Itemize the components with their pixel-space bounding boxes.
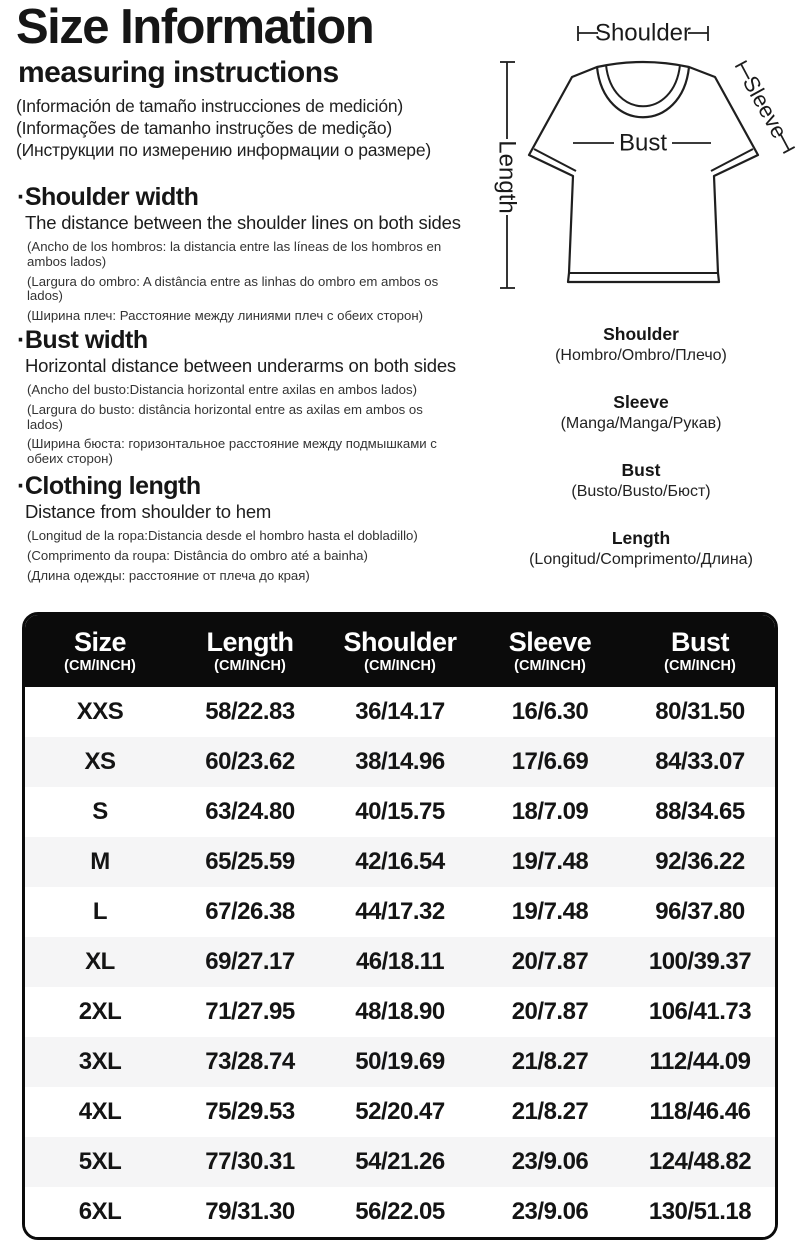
measurement-value: 130/51.18 xyxy=(648,1198,752,1225)
legend-length xyxy=(490,528,792,570)
column-unit: (CM/INCH) xyxy=(364,658,436,674)
measurement-value: 60/23.62 xyxy=(205,748,295,775)
column-label: Size xyxy=(73,627,127,657)
measurement-value: 20/7.87 xyxy=(511,948,589,975)
measurement-value: 23/9.06 xyxy=(511,1198,589,1225)
size-label: M xyxy=(90,848,110,875)
measurement-value: 17/6.69 xyxy=(511,748,589,775)
section-translation-es: (Ancho de los hombros: la distancia entre las líneas de los hombros en ambos lados) xyxy=(27,239,442,269)
column-unit: (CM/INCH) xyxy=(514,658,586,674)
diagram-length-label: Length xyxy=(493,140,521,214)
subtitle-translation-pt: (Informações de tamanho instruções de medição) xyxy=(16,118,392,139)
section-bust-width xyxy=(17,327,475,472)
legend-term: Bust xyxy=(621,460,661,480)
column-label: Shoulder xyxy=(343,627,457,657)
measurement-value: 77/30.31 xyxy=(205,1148,295,1175)
page-subtitle: measuring instructions xyxy=(18,56,339,90)
section-title xyxy=(17,184,475,211)
measurement-value: 67/26.38 xyxy=(205,898,295,925)
section-translation-pt: (Largura do busto: distância horizontal entre as axilas em ambos os lados) xyxy=(27,401,423,432)
size-table-body xyxy=(25,687,775,1237)
column-header-sleeve xyxy=(475,628,625,674)
bullet: · xyxy=(17,183,25,211)
tshirt-measurement-diagram xyxy=(488,0,800,302)
size-label: XL xyxy=(85,948,115,975)
size-label: 6XL xyxy=(78,1198,122,1225)
section-translation-ru: (Длина одежды: расстояние от плеча до края) xyxy=(27,567,310,583)
section-title-text: Clothing length xyxy=(24,472,201,500)
measurement-value: 84/33.07 xyxy=(655,748,745,775)
column-label: Bust xyxy=(671,627,729,657)
measurement-value: 63/24.80 xyxy=(205,798,295,825)
measurement-value: 58/22.83 xyxy=(205,698,295,725)
measurement-value: 40/15.75 xyxy=(355,798,445,825)
measurement-value: 50/19.69 xyxy=(355,1048,445,1075)
measurement-value: 23/9.06 xyxy=(511,1148,589,1175)
section-translation-ru: (Ширина бюста: горизонтальное расстояние между подмышками с обеих сторон) xyxy=(27,436,437,467)
diagram-sleeve-label: Sleeve xyxy=(737,71,793,143)
section-description: The distance between the shoulder lines on both sides xyxy=(25,212,461,233)
measurement-value: 38/14.96 xyxy=(355,748,445,775)
measurement-value: 46/18.11 xyxy=(355,948,445,975)
measurement-value: 19/7.48 xyxy=(511,898,589,925)
measurement-value: 88/34.65 xyxy=(655,798,745,825)
column-header-bust xyxy=(625,628,775,674)
diagram-bust-label: Bust xyxy=(618,129,668,157)
size-row-XS xyxy=(25,737,775,787)
column-unit: (CM/INCH) xyxy=(64,658,136,674)
measurement-value: 73/28.74 xyxy=(205,1048,295,1075)
legend-translations: (Busto/Busto/Бюст) xyxy=(571,483,711,500)
section-translation-pt: (Largura do ombro: A distância entre as linhas do ombro em ambos os lados) xyxy=(27,273,439,304)
header xyxy=(16,0,486,161)
section-translation-es: (Longitud de la ropa:Distancia desde el hombro hasta el dobladillo) xyxy=(27,528,418,543)
measurement-value: 20/7.87 xyxy=(511,998,589,1025)
measurement-value: 48/18.90 xyxy=(355,998,445,1025)
size-label: L xyxy=(92,898,108,925)
size-label: 3XL xyxy=(78,1048,122,1075)
section-title-text: Shoulder width xyxy=(24,183,199,211)
legend-term: Shoulder xyxy=(603,324,679,344)
size-row-2XL xyxy=(25,987,775,1037)
section-title xyxy=(17,327,475,354)
legend-sleeve xyxy=(490,392,792,434)
size-row-S xyxy=(25,787,775,837)
diagram-shoulder-label: Shoulder xyxy=(594,19,692,47)
measurement-value: 16/6.30 xyxy=(511,698,589,725)
measurement-value: 80/31.50 xyxy=(655,698,745,725)
measurement-value: 56/22.05 xyxy=(355,1198,445,1225)
size-row-XXS xyxy=(25,687,775,737)
legend-shoulder xyxy=(490,324,792,366)
size-label: S xyxy=(92,798,108,825)
section-title-text: Bust width xyxy=(24,326,148,354)
measurement-value: 106/41.73 xyxy=(648,998,752,1025)
legend-translations: (Manga/Manga/Рукав) xyxy=(560,415,722,432)
measurement-value: 69/27.17 xyxy=(205,948,295,975)
column-unit: (CM/INCH) xyxy=(664,658,736,674)
size-row-4XL xyxy=(25,1087,775,1137)
column-header-shoulder xyxy=(325,628,475,674)
size-row-3XL xyxy=(25,1037,775,1087)
size-row-5XL xyxy=(25,1137,775,1187)
column-unit: (CM/INCH) xyxy=(214,658,286,674)
measurement-value: 75/29.53 xyxy=(205,1098,295,1125)
measurement-value: 71/27.95 xyxy=(205,998,295,1025)
bullet: · xyxy=(17,326,25,354)
measurement-value: 92/36.22 xyxy=(655,848,745,875)
column-label: Sleeve xyxy=(508,627,592,657)
size-row-6XL xyxy=(25,1187,775,1237)
subtitle-translation-es: (Información de tamaño instrucciones de medición) xyxy=(16,96,404,117)
measurement-value: 100/39.37 xyxy=(648,948,752,975)
section-clothing-length xyxy=(17,473,475,588)
size-table xyxy=(22,612,778,1240)
section-title xyxy=(17,473,475,500)
section-translation-es: (Ancho del busto:Distancia horizontal entre axilas en ambos lados) xyxy=(27,382,417,397)
measurement-legend xyxy=(490,324,792,596)
measurement-value: 21/8.27 xyxy=(511,1048,589,1075)
measurement-value: 79/31.30 xyxy=(205,1198,295,1225)
measurement-value: 44/17.32 xyxy=(355,898,445,925)
measurement-value: 124/48.82 xyxy=(648,1148,752,1175)
column-header-size xyxy=(25,628,175,674)
tshirt-outline xyxy=(529,62,758,282)
measurement-value: 36/14.17 xyxy=(355,698,445,725)
size-label: 5XL xyxy=(78,1148,122,1175)
measurement-value: 18/7.09 xyxy=(511,798,589,825)
section-description: Horizontal distance between underarms on both sides xyxy=(25,355,456,376)
measurement-value: 52/20.47 xyxy=(355,1098,445,1125)
legend-translations: (Hombro/Ombro/Плечо) xyxy=(555,347,727,364)
size-label: XXS xyxy=(76,698,124,725)
section-description: Distance from shoulder to hem xyxy=(25,501,272,522)
size-label: 4XL xyxy=(78,1098,122,1125)
section-shoulder-width xyxy=(17,184,475,329)
column-header-length xyxy=(175,628,325,674)
size-row-M xyxy=(25,837,775,887)
measurement-value: 19/7.48 xyxy=(511,848,589,875)
measurement-value: 21/8.27 xyxy=(511,1098,589,1125)
measurement-value: 54/21.26 xyxy=(355,1148,445,1175)
bullet: · xyxy=(17,472,25,500)
measurement-value: 96/37.80 xyxy=(655,898,745,925)
measurement-value: 112/44.09 xyxy=(649,1048,751,1075)
measurement-value: 65/25.59 xyxy=(205,848,295,875)
size-row-L xyxy=(25,887,775,937)
size-table-header xyxy=(25,615,775,687)
section-translation-ru: (Ширина плеч: Расстояние между линиями плеч с обеих сторон) xyxy=(27,308,424,324)
legend-term: Length xyxy=(611,528,671,548)
section-translation-pt: (Comprimento da roupa: Distância do ombro até a bainha) xyxy=(27,547,368,563)
size-label: XS xyxy=(84,748,116,775)
column-label: Length xyxy=(206,627,294,657)
subtitle-translation-ru: (Инструкции по измерению информации о размере) xyxy=(16,140,431,161)
size-row-XL xyxy=(25,937,775,987)
legend-translations: (Longitud/Comprimento/Длина) xyxy=(529,551,753,568)
legend-term: Sleeve xyxy=(613,392,669,412)
page-title: Size Information xyxy=(16,0,374,54)
tshirt-diagram-svg xyxy=(488,0,800,302)
size-label: 2XL xyxy=(78,998,122,1025)
legend-bust xyxy=(490,460,792,502)
measurement-value: 118/46.46 xyxy=(649,1098,751,1125)
measurement-value: 42/16.54 xyxy=(355,848,445,875)
